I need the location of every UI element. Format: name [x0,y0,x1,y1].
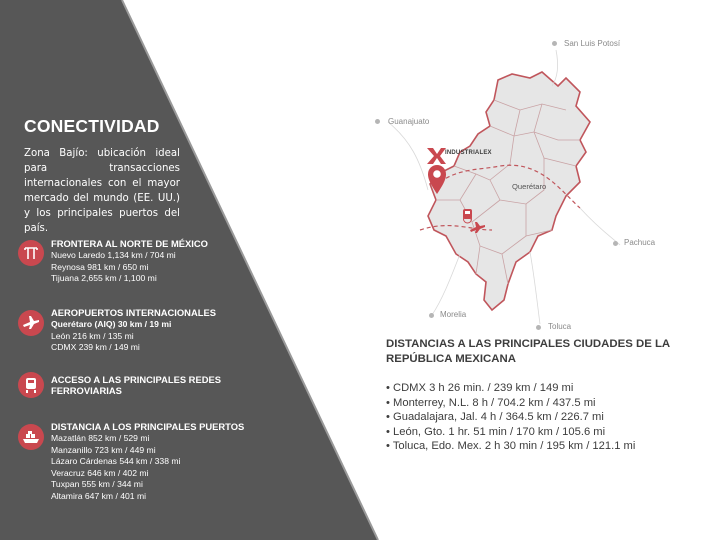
border-line: Tijuana 2,655 km / 1,100 mi [51,273,157,284]
port-line: Mazatlán 852 km / 529 mi [51,433,150,443]
port-line: Manzanillo 723 km / 449 mi [51,444,156,455]
section-lines [51,319,171,354]
distances-list [386,381,635,454]
page-title: CONECTIVIDAD [24,116,160,136]
border-line: Nuevo Laredo 1,134 km / 704 mi [51,250,176,260]
distance-item: • Monterrey, N.L. 8 h / 704.2 km / 437.5 mi [386,396,596,409]
airport-line-highlight: Querétaro (AIQ) 30 km / 19 mi [51,319,172,329]
section-title: AEROPUERTOS INTERNACIONALES [51,307,216,318]
city-dot [536,325,541,330]
border-icon [18,240,44,266]
section-title: DISTANCIA A LOS PRINCIPALES PUERTOS [51,421,245,432]
border-line: Reynosa 981 km / 650 mi [51,261,149,272]
section-lines [51,250,176,285]
city-dot [613,241,618,246]
section-title: ACCESO A LAS PRINCIPALES REDES FERROVIARIAS [51,374,221,396]
industrialex-logo [427,148,446,164]
city-dot [552,41,557,46]
city-dot [429,313,434,318]
port-line: Lázaro Cárdenas 544 km / 338 mi [51,456,181,467]
airplane-icon [18,310,44,336]
city-dot [375,119,380,124]
ship-icon [18,424,44,450]
section-ports [0,421,260,511]
distance-item: • Guadalajara, Jal. 4 h / 364.5 km / 226.7 mi [386,411,604,424]
map-label-toluca: Toluca [548,322,572,331]
distance-item: • CDMX 3 h 26 min. / 239 km / 149 mi [386,382,574,394]
train-icon [18,372,44,398]
port-line: Tuxpan 555 km / 344 mi [51,479,143,490]
distance-item: • Toluca, Edo. Mex. 2 h 30 min / 195 km / 121.1 mi [386,440,636,453]
section-title: FRONTERA AL NORTE DE MÉXICO [51,238,208,249]
logo-text: INDUSTRIALEX [445,150,492,156]
airport-line: León 216 km / 135 mi [51,330,134,341]
map-label-morelia: Morelia [440,310,467,319]
port-line: Altamira 647 km / 401 mi [51,490,147,501]
airport-line: CDMX 239 km / 149 mi [51,342,140,353]
section-lines [51,433,180,503]
section-border [0,238,260,288]
section-airports [0,307,260,357]
map-label-pachuca: Pachuca [624,238,656,247]
distance-item: • León, Gto. 1 hr. 51 min / 170 km / 105.6 mi [386,425,606,438]
intro-text: Zona Bajío: ubicación ideal para transacciones internacionales con el mayor mercado del mundo (EE. UU.) y los principales puertos del país. [24,148,180,234]
port-line: Veracruz 646 km / 402 mi [51,467,149,478]
map-label-san-luis: San Luis Potosí [564,39,621,48]
map-label-guanajuato: Guanajuato [388,117,430,126]
distances-title: DISTANCIAS A LAS PRINCIPALES CIUDADES DE LA REPÚBLICA MEXICANA [386,338,670,365]
map-label-queretaro: Querétaro [512,182,547,191]
section-railways [0,371,260,411]
